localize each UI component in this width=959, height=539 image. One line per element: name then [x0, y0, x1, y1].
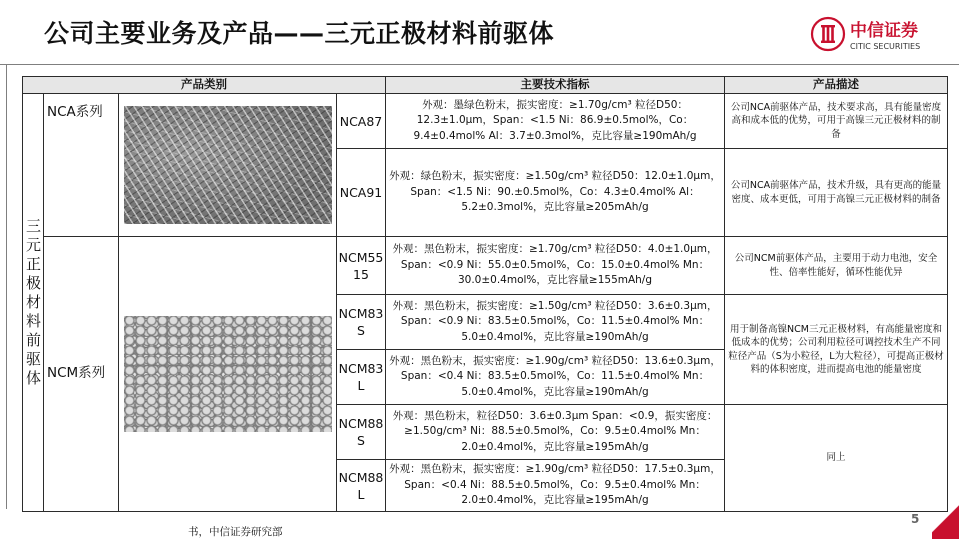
- desc-nca87: 公司NCA前驱体产品，技术要求高，具有能量密度高和成本低的优势，可用于高镍三元正极材料的制备: [725, 94, 948, 149]
- spec-ncm83s: 外观：黑色粉末，振实密度：≥1.50g/cm³ 粒径D50：3.6±0.3μm，Span：<0.9 Ni：83.5±0.5mol%，Co：11.5±0.4mol% Mn：5.0±0.4mol%，克比容量≥190mAh/g: [386, 295, 725, 350]
- category-label: 三元正极材料前驱体: [26, 217, 42, 387]
- spec-ncm83l: 外观：黑色粉末，振实密度：≥1.90g/cm³ 粒径D50：13.6±0.3μm，Span：<0.4 Ni：83.5±0.5mol%，Co：11.5±0.4mol% Mn：5.0±0.4mol%，克比容量≥190mAh/g: [386, 350, 725, 405]
- spec-nca87: 外观：墨绿色粉末，振实密度：≥1.70g/cm³ 粒径D50：12.3±1.0μm，Span：<1.5 Ni：86.9±0.5mol%，Co：9.4±0.4mol% Al：3.7±0.3mol%，克比容量≥190mAh/g: [386, 94, 725, 149]
- category-cell: [23, 94, 44, 512]
- header-tech-specs: 主要技术指标: [386, 77, 725, 94]
- product-table: [22, 76, 948, 512]
- model-ncm83s: NCM83S: [337, 295, 386, 350]
- logo-chinese-name: 中信证券: [850, 21, 918, 41]
- model-nca91: NCA91: [337, 149, 386, 237]
- spec-ncm88l: 外观：黑色粉末，振实密度：≥1.90g/cm³ 粒径D50：17.5±0.3μm，Span：<0.4 Ni：88.5±0.5mol%，Co：9.5±0.4mol% Mn：2.0±0.4mol%，克比容量≥195mAh/g: [386, 460, 725, 512]
- model-nca87: NCA87: [337, 94, 386, 149]
- logo-english-name: CITIC SECURITIES: [850, 42, 921, 51]
- header-product-category: 产品类别: [23, 77, 386, 94]
- model-ncm88l: NCM88L: [337, 460, 386, 512]
- page-number: 5: [911, 512, 920, 526]
- table-header-row: [23, 77, 948, 94]
- ncm-sem-image: [124, 316, 332, 432]
- left-margin-line: [6, 64, 7, 509]
- corner-accent: [932, 500, 959, 539]
- nca-sem-image: [124, 106, 332, 224]
- footer-source: 书，中信证券研究部: [188, 526, 283, 538]
- series-ncm: NCM系列: [44, 237, 119, 512]
- desc-ncm5515: 公司NCM前驱体产品，主要用于动力电池，安全性、倍率性能好，循环性能优异: [725, 237, 948, 295]
- model-ncm5515: NCM5515: [337, 237, 386, 295]
- ncm-image-cell: [119, 237, 337, 512]
- desc-nca91: 公司NCA前驱体产品，技术升级，具有更高的能量密度、成本更低，可用于高镍三元正极材料的制备: [725, 149, 948, 237]
- citic-emblem-icon: [810, 16, 846, 52]
- desc-ncm83: 用于制备高镍NCM三元正极材料，有高能量密度和低成本的优势；公司利用粒径可调控技术生产不同粒径产品（S为小粒径，L为大粒径），可提高正极材料的体积密度，进而提高电池的能量密度: [725, 295, 948, 405]
- citic-logo: [810, 16, 940, 52]
- page-title: 公司主要业务及产品——三元正极材料前驱体: [44, 19, 555, 48]
- nca-image-cell: [119, 94, 337, 237]
- header-divider: [0, 64, 959, 65]
- model-ncm83l: NCM83L: [337, 350, 386, 405]
- table-row: [23, 237, 948, 295]
- desc-ncm88: 同上: [725, 405, 948, 512]
- spec-nca91: 外观：绿色粉末，振实密度：≥1.50g/cm³ 粒径D50：12.0±1.0μm，Span：<1.5 Ni：90.±0.5mol%，Co：4.3±0.4mol% Al：5.2±0.3mol%，克比容量≥205mAh/g: [386, 149, 725, 237]
- spec-ncm88s: 外观：黑色粉末，粒径D50：3.6±0.3μm Span：<0.9，振实密度：≥1.50g/cm³ Ni：88.5±0.5mol%，Co：9.5±0.4mol% Mn：2.0±0.4mol%，克比容量≥195mAh/g: [386, 405, 725, 460]
- table-row: [23, 94, 948, 149]
- header-product-description: 产品描述: [725, 77, 948, 94]
- model-ncm88s: NCM88S: [337, 405, 386, 460]
- spec-ncm5515: 外观：黑色粉末，振实密度：≥1.70g/cm³ 粒径D50：4.0±1.0μm，Span：<0.9 Ni：55.0±0.5mol%，Co：15.0±0.4mol% Mn：30.0±0.4mol%，克比容量≥155mAh/g: [386, 237, 725, 295]
- series-nca: NCA系列: [44, 94, 119, 237]
